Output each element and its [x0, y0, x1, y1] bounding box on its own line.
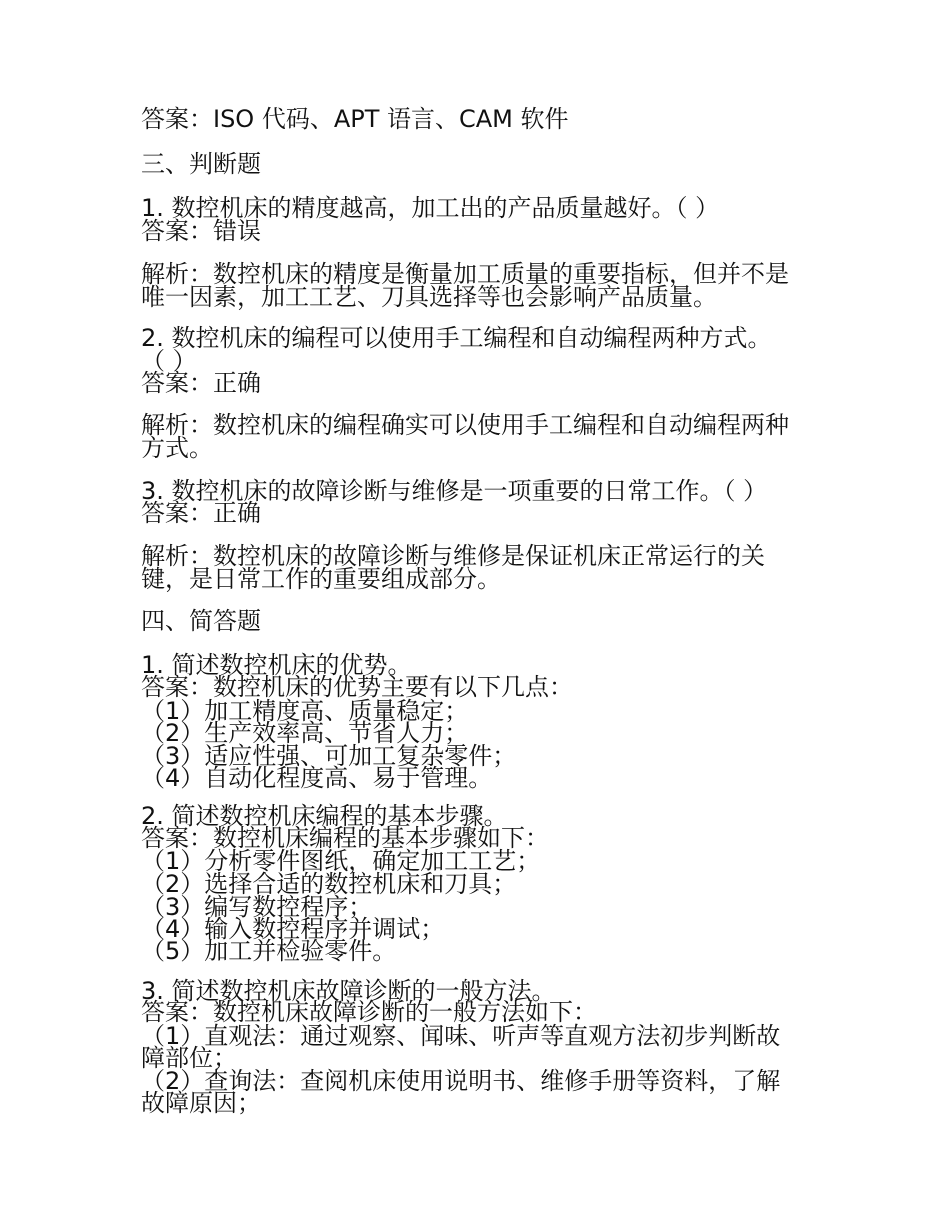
question-2: 2. 数控机床的编程可以使用手工编程和自动编程两种方式。 [141, 324, 772, 352]
section-heading-short-answer: 四、简答题 [141, 607, 261, 635]
short-answer-3-item-1-line-2: 障部位； [141, 1044, 237, 1072]
answer-3: 答案：正确 [141, 499, 261, 527]
question-1: 1. 数控机床的精度越高，加工出的产品质量越好。（ ） [141, 194, 720, 222]
short-answer-1-item-1: （1）加工精度高、质量稳定； [141, 697, 469, 725]
explanation-1-line-2: 唯一因素，加工工艺、刀具选择等也会影响产品质量。 [141, 283, 717, 311]
short-answer-1-item-3: （3）适应性强、可加工复杂零件； [141, 742, 517, 770]
short-answer-2-item-3: （3）编写数控程序； [141, 893, 373, 921]
question-2-bracket: （ ） [141, 347, 197, 375]
short-answer-2-item-1: （1）分析零件图纸，确定加工工艺； [141, 847, 541, 875]
explanation-2-line-2: 方式。 [141, 434, 213, 462]
short-answer-3-item-2-line-1: （2）查询法：查阅机床使用说明书、维修手册等资料，了解 [141, 1067, 781, 1095]
short-question-3: 3. 简述数控机床故障诊断的一般方法。 [141, 977, 556, 1005]
short-answer-2-item-5: （5）加工并检验零件。 [141, 937, 397, 965]
question-3: 3. 数控机床的故障诊断与维修是一项重要的日常工作。（ ） [141, 477, 768, 505]
short-question-2: 2. 简述数控机床编程的基本步骤。 [141, 802, 508, 830]
explanation-3-line-1: 解析：数控机床的故障诊断与维修是保证机床正常运行的关 [141, 542, 765, 570]
answer-2: 答案：正确 [141, 369, 261, 397]
explanation-2-line-1: 解析：数控机床的编程确实可以使用手工编程和自动编程两种 [141, 411, 789, 439]
short-answer-2-item-4: （4）输入数控程序并调试； [141, 915, 445, 943]
short-question-1: 1. 简述数控机床的优势。 [141, 651, 412, 679]
short-answer-1: 答案：数控机床的优势主要有以下几点： [141, 673, 573, 701]
short-answer-3-item-1-line-1: （1）直观法：通过观察、闻味、听声等直观方法初步判断故 [141, 1022, 781, 1050]
answer-1: 答案：错误 [141, 217, 261, 245]
short-answer-2-item-2: （2）选择合适的数控机床和刀具； [141, 870, 517, 898]
short-answer-3: 答案：数控机床故障诊断的一般方法如下： [141, 998, 597, 1026]
answer-line: 答案：ISO 代码、APT 语言、CAM 软件 [141, 105, 569, 133]
section-heading-judgment: 三、判断题 [141, 150, 261, 178]
short-answer-1-item-4: （4）自动化程度高、易于管理。 [141, 764, 493, 792]
explanation-3-line-2: 键，是日常工作的重要组成部分。 [141, 565, 501, 593]
short-answer-1-item-2: （2）生产效率高、节省人力； [141, 719, 469, 747]
explanation-1-line-1: 解析：数控机床的精度是衡量加工质量的重要指标，但并不是 [141, 260, 789, 288]
short-answer-2: 答案：数控机床编程的基本步骤如下： [141, 824, 549, 852]
short-answer-3-item-2-line-2: 故障原因； [141, 1089, 261, 1117]
